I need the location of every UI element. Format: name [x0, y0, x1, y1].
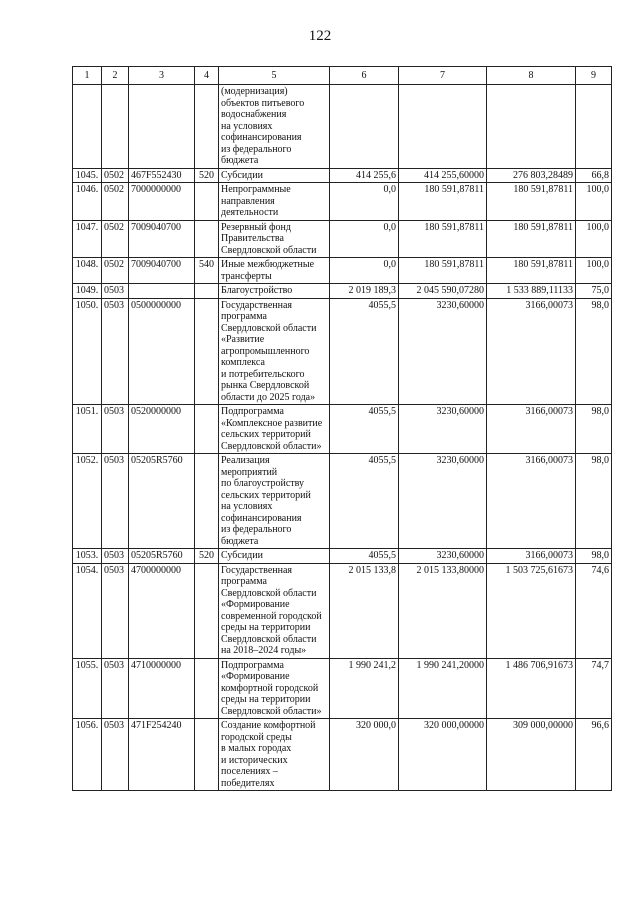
- item-name: (модернизация) объектов питьевого водоснабжения на условиях софинансирования из федерального бюджета: [219, 85, 330, 169]
- target-article-code: 7009040700: [129, 220, 195, 258]
- executed-amount: 309 000,00000: [487, 719, 576, 791]
- execution-percent: 96,6: [576, 719, 612, 791]
- table-row: [73, 85, 612, 169]
- executed-amount: 276 803,28489: [487, 168, 576, 183]
- planned-amount: 0,0: [330, 220, 399, 258]
- execution-percent: 74,7: [576, 658, 612, 719]
- planned-amount: 4055,5: [330, 454, 399, 549]
- expense-type-code: 520: [195, 168, 219, 183]
- execution-percent: 98,0: [576, 454, 612, 549]
- section-code: 0503: [102, 719, 129, 791]
- target-article-code: [129, 85, 195, 169]
- column-header: 6: [330, 67, 399, 85]
- approved-amount: 180 591,87811: [399, 220, 487, 258]
- expense-type-code: [195, 405, 219, 454]
- planned-amount: 4055,5: [330, 298, 399, 405]
- row-number: 1049.: [73, 284, 102, 299]
- executed-amount: 1 503 725,61673: [487, 563, 576, 658]
- section-code: 0503: [102, 405, 129, 454]
- target-article-code: 05205R5760: [129, 549, 195, 564]
- planned-amount: 4055,5: [330, 405, 399, 454]
- page-number: 122: [308, 28, 332, 44]
- item-name: Создание комфортной городской среды в малых городах и исторических поселениях – победителях: [219, 719, 330, 791]
- expense-type-code: [195, 298, 219, 405]
- section-code: 0502: [102, 168, 129, 183]
- column-header: 8: [487, 67, 576, 85]
- column-header: 2: [102, 67, 129, 85]
- planned-amount: 1 990 241,2: [330, 658, 399, 719]
- section-code: 0503: [102, 549, 129, 564]
- planned-amount: 0,0: [330, 258, 399, 284]
- approved-amount: 3230,60000: [399, 298, 487, 405]
- executed-amount: 1 533 889,11133: [487, 284, 576, 299]
- approved-amount: 3230,60000: [399, 405, 487, 454]
- execution-percent: 98,0: [576, 549, 612, 564]
- planned-amount: 320 000,0: [330, 719, 399, 791]
- expense-type-code: [195, 220, 219, 258]
- row-number: [73, 85, 102, 169]
- table-row: [73, 454, 612, 549]
- column-header: 4: [195, 67, 219, 85]
- executed-amount: 3166,00073: [487, 454, 576, 549]
- expense-type-code: [195, 284, 219, 299]
- row-number: 1045.: [73, 168, 102, 183]
- table-row: [73, 658, 612, 719]
- table-row: [73, 719, 612, 791]
- approved-amount: 1 990 241,20000: [399, 658, 487, 719]
- approved-amount: 180 591,87811: [399, 258, 487, 284]
- target-article-code: 0500000000: [129, 298, 195, 405]
- item-name: Субсидии: [219, 549, 330, 564]
- planned-amount: 2 019 189,3: [330, 284, 399, 299]
- target-article-code: 7000000000: [129, 183, 195, 221]
- executed-amount: 1 486 706,91673: [487, 658, 576, 719]
- executed-amount: 180 591,87811: [487, 220, 576, 258]
- approved-amount: 320 000,00000: [399, 719, 487, 791]
- expense-type-code: [195, 454, 219, 549]
- target-article-code: 467F552430: [129, 168, 195, 183]
- section-code: [102, 85, 129, 169]
- column-header: 9: [576, 67, 612, 85]
- row-number: 1046.: [73, 183, 102, 221]
- execution-percent: 75,0: [576, 284, 612, 299]
- budget-table: [72, 66, 612, 791]
- execution-percent: 74,6: [576, 563, 612, 658]
- section-code: 0502: [102, 183, 129, 221]
- target-article-code: 4710000000: [129, 658, 195, 719]
- executed-amount: 3166,00073: [487, 405, 576, 454]
- column-header: 1: [73, 67, 102, 85]
- table-header-row: [73, 67, 612, 85]
- approved-amount: 3230,60000: [399, 549, 487, 564]
- target-article-code: [129, 284, 195, 299]
- approved-amount: 2 045 590,07280: [399, 284, 487, 299]
- executed-amount: [487, 85, 576, 169]
- section-code: 0502: [102, 258, 129, 284]
- approved-amount: 2 015 133,80000: [399, 563, 487, 658]
- section-code: 0503: [102, 298, 129, 405]
- item-name: Благоустройство: [219, 284, 330, 299]
- table-row: [73, 284, 612, 299]
- section-code: 0502: [102, 220, 129, 258]
- row-number: 1051.: [73, 405, 102, 454]
- planned-amount: 414 255,6: [330, 168, 399, 183]
- execution-percent: 98,0: [576, 405, 612, 454]
- execution-percent: 98,0: [576, 298, 612, 405]
- table-row: [73, 563, 612, 658]
- row-number: 1047.: [73, 220, 102, 258]
- table-row: [73, 549, 612, 564]
- target-article-code: 4700000000: [129, 563, 195, 658]
- table-row: [73, 298, 612, 405]
- expense-type-code: 540: [195, 258, 219, 284]
- row-number: 1053.: [73, 549, 102, 564]
- table-row: [73, 405, 612, 454]
- target-article-code: 471F254240: [129, 719, 195, 791]
- item-name: Государственная программа Свердловской области «Развитие агропромышленного комплекса и потребительского рынка Свердловской области до 2025 года»: [219, 298, 330, 405]
- approved-amount: 414 255,60000: [399, 168, 487, 183]
- table-row: [73, 183, 612, 221]
- column-header: 7: [399, 67, 487, 85]
- item-name: Непрограммные направления деятельности: [219, 183, 330, 221]
- approved-amount: [399, 85, 487, 169]
- row-number: 1054.: [73, 563, 102, 658]
- expense-type-code: [195, 719, 219, 791]
- item-name: Реализация мероприятий по благоустройству сельских территорий на условиях софинансирования из федерального бюджета: [219, 454, 330, 549]
- executed-amount: 180 591,87811: [487, 258, 576, 284]
- execution-percent: 100,0: [576, 220, 612, 258]
- column-header: 5: [219, 67, 330, 85]
- expense-type-code: 520: [195, 549, 219, 564]
- executed-amount: 3166,00073: [487, 549, 576, 564]
- expense-type-code: [195, 85, 219, 169]
- table-row: [73, 220, 612, 258]
- table-body: [73, 85, 612, 791]
- target-article-code: 0520000000: [129, 405, 195, 454]
- planned-amount: 0,0: [330, 183, 399, 221]
- execution-percent: 100,0: [576, 183, 612, 221]
- execution-percent: [576, 85, 612, 169]
- row-number: 1050.: [73, 298, 102, 405]
- table-row: [73, 258, 612, 284]
- expense-type-code: [195, 183, 219, 221]
- expense-type-code: [195, 563, 219, 658]
- item-name: Подпрограмма «Комплексное развитие сельских территорий Свердловской области»: [219, 405, 330, 454]
- expense-type-code: [195, 658, 219, 719]
- executed-amount: 180 591,87811: [487, 183, 576, 221]
- section-code: 0503: [102, 284, 129, 299]
- section-code: 0503: [102, 658, 129, 719]
- execution-percent: 100,0: [576, 258, 612, 284]
- item-name: Подпрограмма «Формирование комфортной городской среды на территории Свердловской области»: [219, 658, 330, 719]
- target-article-code: 7009040700: [129, 258, 195, 284]
- target-article-code: 05205R5760: [129, 454, 195, 549]
- item-name: Государственная программа Свердловской области «Формирование современной городской среды на территории Свердловской области на 2018–2024 годы»: [219, 563, 330, 658]
- planned-amount: [330, 85, 399, 169]
- planned-amount: 4055,5: [330, 549, 399, 564]
- approved-amount: 180 591,87811: [399, 183, 487, 221]
- executed-amount: 3166,00073: [487, 298, 576, 405]
- execution-percent: 66,8: [576, 168, 612, 183]
- row-number: 1052.: [73, 454, 102, 549]
- section-code: 0503: [102, 454, 129, 549]
- row-number: 1056.: [73, 719, 102, 791]
- approved-amount: 3230,60000: [399, 454, 487, 549]
- item-name: Субсидии: [219, 168, 330, 183]
- planned-amount: 2 015 133,8: [330, 563, 399, 658]
- row-number: 1048.: [73, 258, 102, 284]
- section-code: 0503: [102, 563, 129, 658]
- row-number: 1055.: [73, 658, 102, 719]
- item-name: Иные межбюджетные трансферты: [219, 258, 330, 284]
- table-row: [73, 168, 612, 183]
- item-name: Резервный фонд Правительства Свердловской области: [219, 220, 330, 258]
- column-header: 3: [129, 67, 195, 85]
